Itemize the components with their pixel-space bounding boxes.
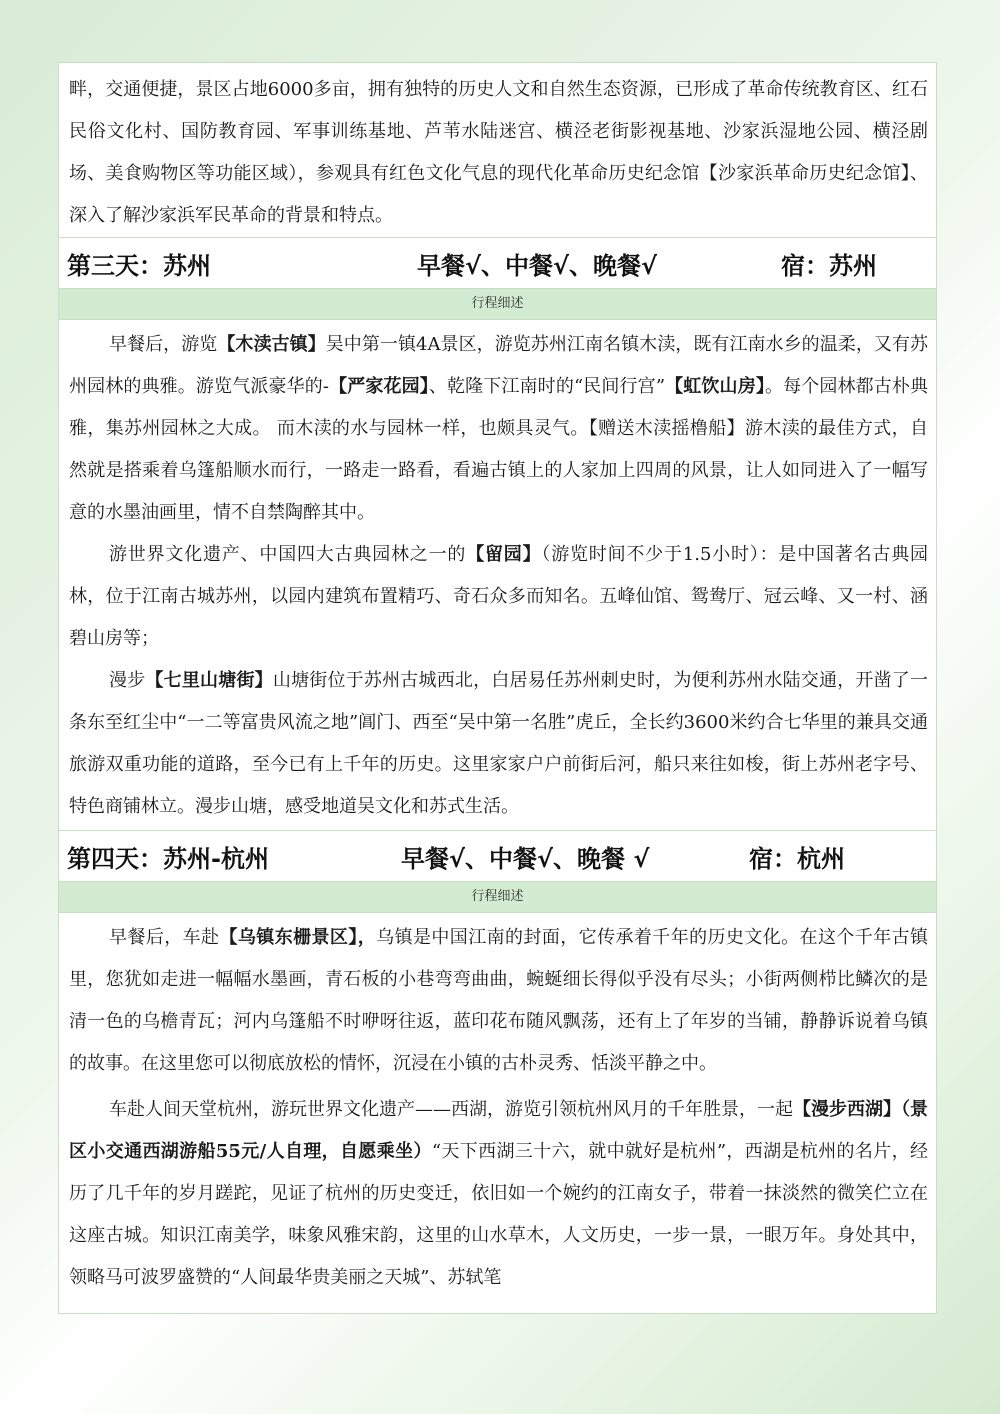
- text: 漫步: [109, 670, 146, 691]
- day3-meals: 早餐√、中餐√、晚餐√: [417, 251, 658, 280]
- text: 吴中第一镇4A景区，游览苏州江南名镇木渎，既有江南水乡的温柔，又有苏州园林的典雅。游览气派豪华的-: [69, 334, 929, 397]
- day4-paragraph-2: [59, 1089, 936, 1299]
- day4-title: 第四天：苏州-杭州: [67, 844, 269, 873]
- text: （游览时间不少于1.5小时）：是中国著名古典园林，位于江南古城苏州，以园内建筑布置精巧、奇石众多而知名。五峰仙馆、鸳鸯厅、冠云峰、又一村、涵碧山房等；: [69, 544, 929, 649]
- day4-paragraph-1: [59, 917, 936, 1085]
- text: 游世界文化遗产、中国四大古典园林之一的: [109, 544, 467, 565]
- day3-header: [59, 237, 936, 289]
- text: 山塘街位于苏州古城西北，白居易任苏州刺史时，为便利苏州水陆交通，开凿了一条东至红尘中“一二等富贵风流之地”阊门、西至“吴中第一名胜”虎丘，全长约3600米约合七华里的兼具交通旅游双重功能的道路，至今已有上千年的历史。这里家家户户前街后河，船只来往如梭，街上苏州老字号、特色商铺林立。漫步山塘，感受地道吴文化和苏式生活。: [69, 670, 929, 817]
- text: 早餐后，游览: [109, 334, 218, 355]
- highlight-muduo: 【木渎古镇】: [217, 334, 326, 355]
- day4-stay: 宿：杭州: [749, 844, 845, 873]
- highlight-hongyin: 【虹饮山房】: [665, 376, 765, 397]
- day3-paragraph-3: [59, 660, 936, 828]
- text: 、乾隆下江南时的“民间行宫”: [428, 376, 666, 397]
- day4-detail-label: 行程细述: [59, 882, 936, 913]
- highlight-shantang: 【七里山塘街】: [145, 670, 273, 691]
- text: 车赴人间天堂杭州，游玩世界文化遗产——西湖，游览引领杭州风月的千年胜景，一起: [109, 1099, 793, 1120]
- itinerary-page: [58, 62, 937, 1314]
- day3-stay: 宿：苏州: [781, 251, 877, 280]
- day3-paragraph-1: [59, 324, 936, 534]
- text: 。每个园林都古朴典雅，集苏州园林之大成。 而木渎的水与园林一样，也颇具灵气。【赠送木渎摇橹船】游木渎的最佳方式，自然就是搭乘着乌篷船顺水而行，一路走一路看，看遍古镇上的人家加上四周的风景，让人如同进入了一幅写意的水墨油画里，情不自禁陶醉其中。: [69, 376, 929, 523]
- day4-header: [59, 830, 936, 882]
- highlight-yanjia: 【严家花园】: [328, 376, 429, 397]
- day3-paragraph-2: [59, 534, 936, 660]
- highlight-wuzhen: 【乌镇东栅景区】，: [219, 927, 377, 948]
- text: 早餐后，车赴: [109, 927, 220, 948]
- text: “天下西湖三十六，就中就好是杭州”，西湖是杭州的名片，经历了几千年的岁月蹉跎，见证了杭州的历史变迁，依旧如一个婉约的江南女子，带着一抹淡然的微笑伫立在这座古城。知识江南美学，味象风雅宋韵，这里的山水草木，人文历史，一步一景，一眼万年。身处其中，领略马可波罗盛赞的“人间最华贵美丽之天城”、苏轼笔: [69, 1141, 928, 1288]
- highlight-xihu: 【漫步西湖】（景区小交通西湖游船55元/人自理，自愿乘坐）: [69, 1099, 928, 1162]
- intro-text: 畔，交通便捷，景区占地6000多亩，拥有独特的历史人文和自然生态资源，已形成了革命传统教育区、红石民俗文化村、国防教育园、军事训练基地、芦苇水陆迷宫、横泾老街影视基地、沙家浜湿地公园、横泾剧场、美食购物区等功能区域），参观具有红色文化气息的现代化革命历史纪念馆【沙家浜革命历史纪念馆】、深入了解沙家浜军民革命的背景和特点。: [69, 79, 928, 226]
- day3-detail-label: 行程细述: [59, 289, 936, 320]
- highlight-liuyuan: 【留园】: [466, 544, 542, 565]
- day4-meals: 早餐√、中餐√、晚餐 √: [401, 844, 650, 873]
- text: 乌镇是中国江南的封面，它传承着千年的历史文化。在这个千年古镇里，您犹如走进一幅幅水墨画，青石板的小巷弯弯曲曲，蜿蜒细长得似乎没有尽头；小街两侧栉比鳞次的是清一色的乌檐青瓦；河内乌篷船不时咿呀往返，蓝印花布随风飘荡，还有上了年岁的当铺，静静诉说着乌镇的故事。在这里您可以彻底放松的情怀，沉浸在小镇的古朴灵秀、恬淡平静之中。: [69, 927, 929, 1074]
- intro-paragraph: [59, 69, 936, 237]
- day3-title: 第三天：苏州: [67, 251, 211, 280]
